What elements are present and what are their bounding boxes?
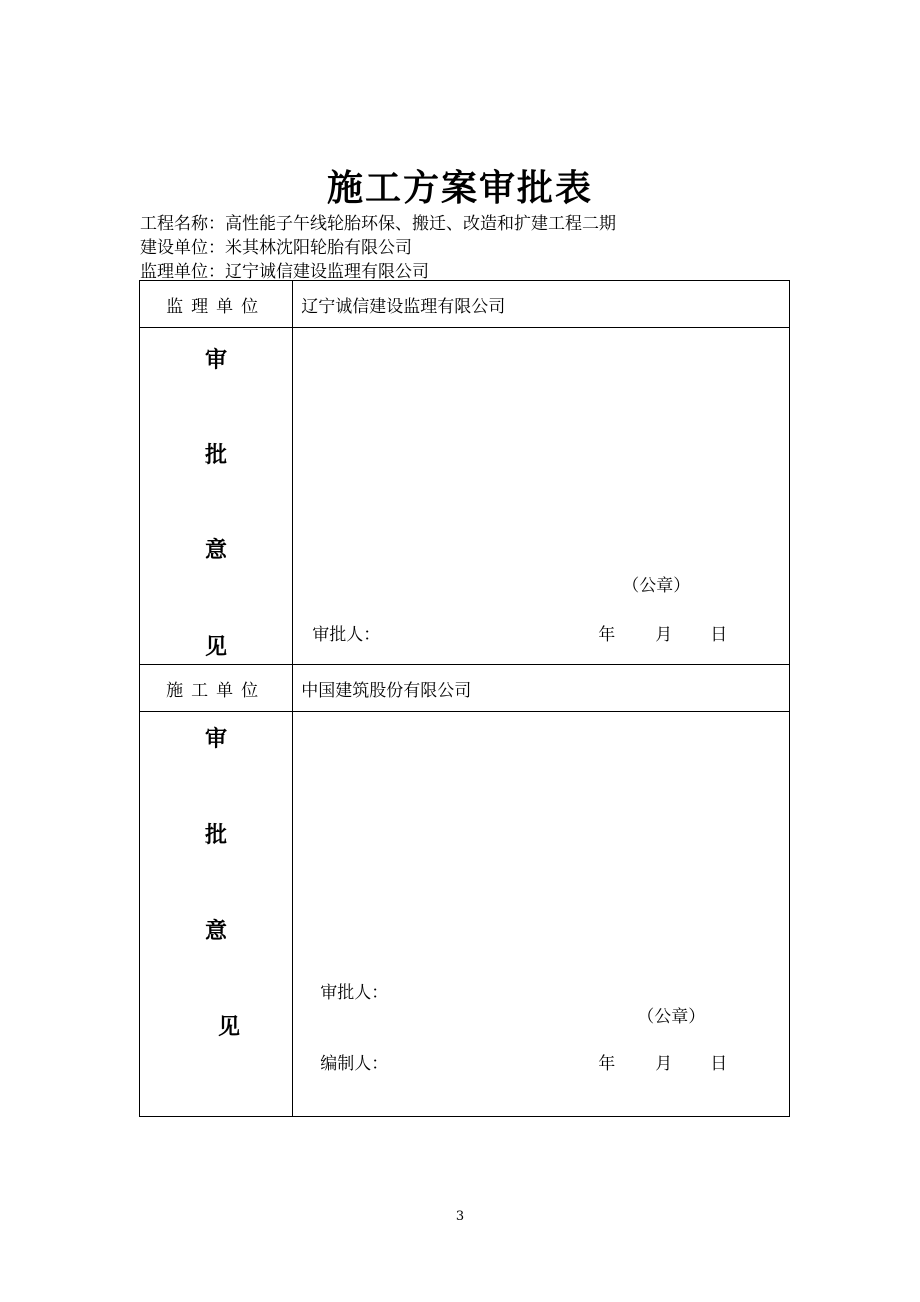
approver-label: 审批人： <box>312 625 381 645</box>
year-label: 年 <box>598 1054 616 1074</box>
seal-label: （公章） <box>637 1007 706 1027</box>
approval-table <box>139 280 790 1117</box>
supervision-unit-label: 监理单位 <box>140 281 293 328</box>
construction-opinion-area[interactable] <box>293 712 790 1117</box>
opinion-char: 意 <box>205 919 228 944</box>
seal-label: （公章） <box>622 576 691 596</box>
construction-unit-label: 施工单位 <box>140 665 293 712</box>
day-label: 日 <box>710 625 728 645</box>
month-label: 月 <box>655 1054 673 1074</box>
year-label: 年 <box>598 625 616 645</box>
page-number: 3 <box>455 1209 465 1224</box>
month-label: 月 <box>655 625 673 645</box>
opinion-char: 批 <box>205 823 228 848</box>
opinion-char: 见 <box>205 635 228 660</box>
opinion-char: 审 <box>205 727 228 752</box>
day-label: 日 <box>710 1054 728 1074</box>
supervision-unit-value: 辽宁诚信建设监理有限公司 <box>293 281 790 328</box>
page-title: 施工方案审批表 <box>326 167 593 209</box>
construction-opinion-label <box>140 712 293 1117</box>
compiler-label: 编制人： <box>320 1054 389 1074</box>
opinion-char: 批 <box>205 443 228 468</box>
supervision-unit: 监理单位：辽宁诚信建设监理有限公司 <box>140 262 429 282</box>
opinion-char: 意 <box>205 538 228 563</box>
opinion-char: 审 <box>205 348 228 373</box>
approver-label: 审批人： <box>320 983 389 1003</box>
supervision-opinion-label <box>140 328 293 665</box>
construction-unit: 建设单位：米其林沈阳轮胎有限公司 <box>140 238 412 258</box>
opinion-char: 见 <box>218 1015 241 1040</box>
construction-unit-value: 中国建筑股份有限公司 <box>293 665 790 712</box>
project-name: 工程名称：高性能子午线轮胎环保、搬迁、改造和扩建工程二期 <box>140 214 616 234</box>
supervision-opinion-area[interactable] <box>293 328 790 665</box>
